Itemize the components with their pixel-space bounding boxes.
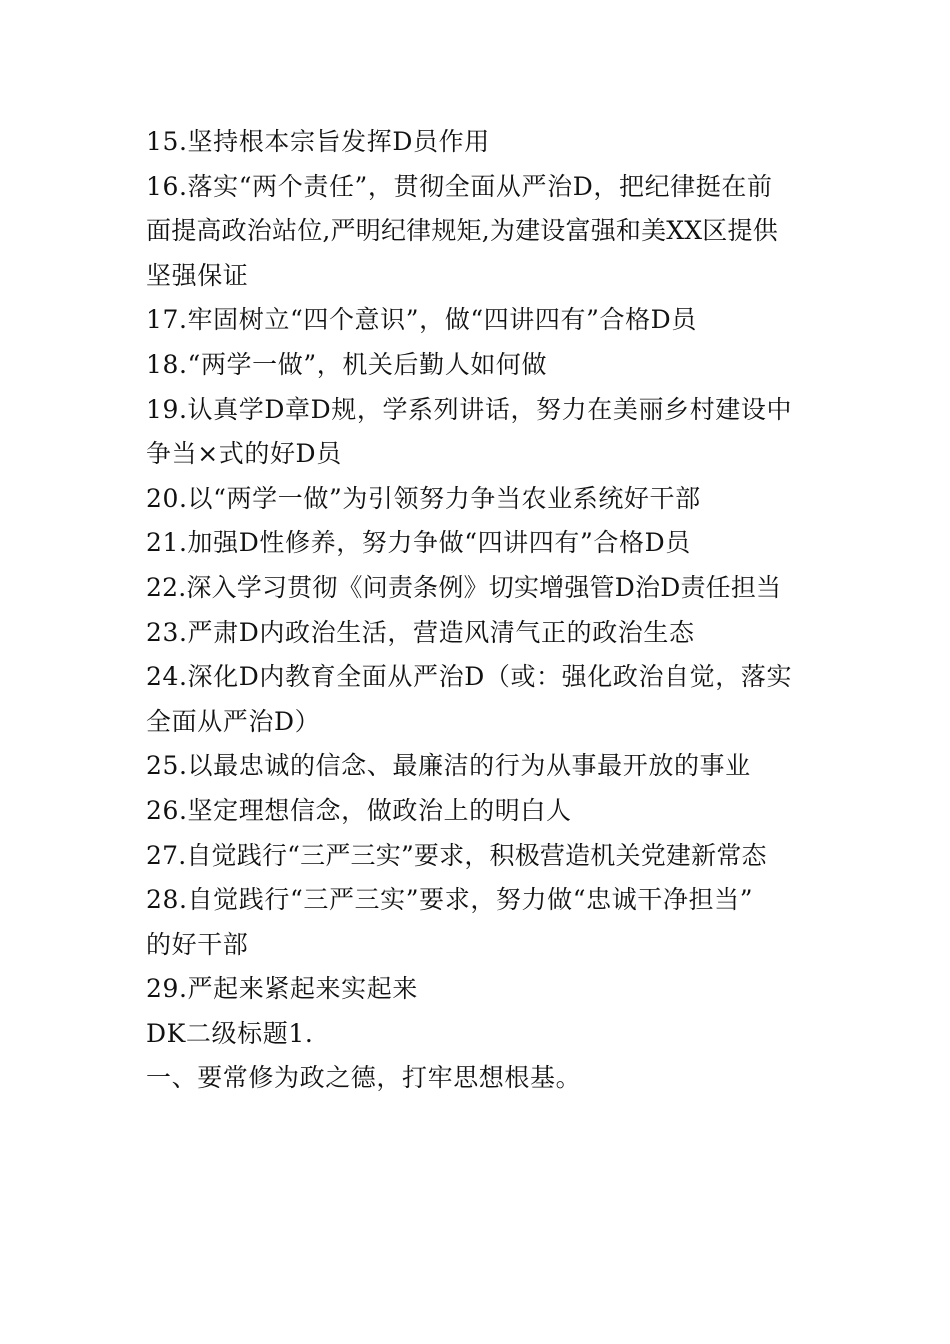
list-item-24-continued: 全面从严治D） [146, 706, 321, 736]
list-item-17: 17.牢固树立“四个意识”，做“四讲四有”合格D员 [146, 305, 697, 335]
list-item-23: 23.严肃D内政治生活，营造风清气正的政治生态 [146, 617, 695, 647]
list-item-28: 28.自觉践行“三严三实”要求，努力做“忠诚干净担当” [146, 885, 754, 915]
list-item-18: 18.“两学一做”，机关后勤人如何做 [146, 349, 548, 379]
subsection-heading: 一、要常修为政之德，打牢思想根基。 [146, 1063, 582, 1093]
list-item-15: 15.坚持根本宗旨发挥D员作用 [146, 127, 490, 156]
list-item-16-continued: 坚强保证 [146, 260, 249, 290]
list-item-24: 24.深化D内教育全面从严治D（或：强化政治自觉，落实 [146, 662, 793, 692]
list-item-19: 19.认真学D章D规，学系列讲话，努力在美丽乡村建设中 [146, 394, 793, 424]
list-item-21: 21.加强D性修养，努力争做“四讲四有”合格D员 [146, 528, 691, 558]
section-heading: DK二级标题1. [146, 1018, 314, 1048]
list-item-19-continued: 争当×式的好D员 [146, 439, 342, 469]
list-item-27: 27.自觉践行“三严三实”要求，积极营造机关党建新常态 [146, 840, 767, 870]
list-item-25: 25.以最忠诚的信念、最廉洁的行为从事最开放的事业 [146, 751, 751, 781]
list-item-22: 22.深入学习贯彻《问责条例》切实增强管D治D责任担当 [146, 572, 782, 602]
list-item-26: 26.坚定理想信念，做政治上的明白人 [146, 795, 572, 825]
list-item-20: 20.以“两学一做”为引领努力争当农业系统好干部 [146, 483, 701, 513]
list-item-29: 29.严起来紧起来实起来 [146, 974, 418, 1004]
list-item-16-continued: 面提高政治站位,严明纪律规矩,为建设富强和美XX区提供 [146, 216, 778, 246]
list-item-28-continued: 的好干部 [146, 929, 249, 959]
list-item-16: 16.落实“两个责任”，贯彻全面从严治D，把纪律挺在前 [146, 171, 773, 201]
document-body [146, 120, 810, 1101]
